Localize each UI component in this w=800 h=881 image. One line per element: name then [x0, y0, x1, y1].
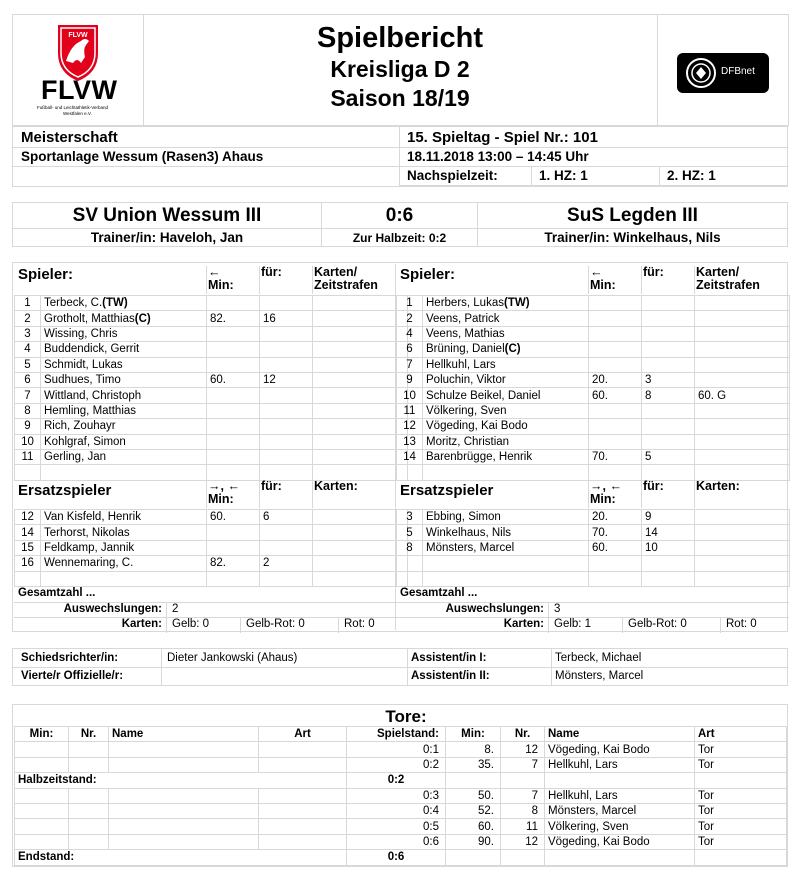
assistant-2-name: Mönsters, Marcel	[555, 670, 644, 682]
player-number: 13	[397, 434, 423, 449]
table-row	[15, 773, 787, 788]
player-name: Wennemaring, C.	[41, 556, 207, 571]
player-name: Grotholt, Matthias(C)	[41, 311, 207, 326]
goal-type: Tor	[695, 742, 787, 757]
table-row	[15, 819, 787, 834]
sub-minute: 60.	[589, 388, 642, 403]
goal-player-name: Vögeding, Kai Bodo	[545, 834, 695, 849]
dfbnet-logo	[677, 53, 769, 93]
player-name: Terhorst, Nikolas	[41, 525, 207, 540]
player-number: 1	[397, 296, 423, 311]
away-substitutions-count: 3	[554, 603, 561, 615]
goal-score: 0:1	[347, 742, 446, 757]
player-role: (C)	[504, 343, 521, 356]
home-sub-cards-heading: Karten:	[314, 479, 358, 493]
player-number: 4	[397, 326, 423, 341]
halftime-score-value: 0:2	[347, 773, 446, 788]
player-name: Rich, Zouhayr	[41, 419, 207, 434]
goal-player-number: 12	[501, 834, 545, 849]
sub-minute: 60.	[207, 372, 260, 387]
lineup-section	[12, 262, 788, 632]
home-yellow-red-count: Gelb-Rot: 0	[246, 618, 305, 630]
player-name: Hellkuhl, Lars	[423, 357, 589, 372]
goal-type: Tor	[695, 757, 787, 772]
home-min-heading: ← Min:	[208, 265, 234, 292]
report-header	[12, 14, 789, 126]
away-sub-min-heading: →, ← Min:	[590, 479, 622, 506]
table-row	[15, 742, 787, 757]
officials	[12, 648, 788, 686]
matchday: 15. Spieltag - Spiel Nr.: 101	[407, 129, 598, 146]
goal-score: 0:4	[347, 803, 446, 818]
sub-minute: 60.	[589, 540, 642, 555]
player-number: 11	[397, 403, 423, 418]
player-number: 9	[397, 372, 423, 387]
league-name: Kreisliga D 2	[330, 56, 470, 82]
player-name: Feldkamp, Jannik	[41, 540, 207, 555]
goal-player-name: Vögeding, Kai Bodo	[545, 742, 695, 757]
svg-text:FLVW: FLVW	[68, 32, 88, 39]
sub-minute: 20.	[589, 372, 642, 387]
away-sub-cards-heading: Karten:	[696, 479, 740, 493]
away-yellow-count: Gelb: 1	[554, 618, 592, 630]
player-number: 7	[397, 357, 423, 372]
goal-player-number: 12	[501, 742, 545, 757]
sub-for: 8	[642, 388, 695, 403]
player-number: 5	[15, 357, 41, 372]
player-name: Brüning, Daniel(C)	[423, 342, 589, 357]
goals-title: Tore:	[385, 707, 427, 726]
sub-minute: 20.	[589, 510, 642, 525]
sub-for: 12	[260, 372, 313, 387]
card-info: 60. G	[695, 388, 790, 403]
goal-player-name: Mönsters, Marcel	[545, 803, 695, 818]
home-substitutions-label: Auswechslungen:	[63, 603, 162, 615]
sub-minute: 82.	[207, 311, 260, 326]
away-subs-heading: Ersatzspieler	[400, 482, 494, 499]
sub-for: 6	[260, 510, 313, 525]
away-cards-heading: Karten/ Zeitstrafen	[696, 265, 760, 292]
goal-player-name: Völkering, Sven	[545, 819, 695, 834]
table-row	[15, 757, 787, 772]
player-name: Kohlgraf, Simon	[41, 434, 207, 449]
player-name: Barenbrügge, Henrik	[423, 449, 589, 464]
sub-for: 3	[642, 372, 695, 387]
final-score: 0:6	[385, 205, 414, 226]
table-row	[15, 834, 787, 849]
goal-minute: 8.	[446, 742, 501, 757]
player-name: Sudhues, Timo	[41, 372, 207, 387]
home-players-heading: Spieler:	[18, 266, 74, 283]
assistant-1-label: Assistent/in I:	[411, 652, 487, 664]
halftime-label: Halbzeitstand:	[15, 773, 347, 788]
goals-min-heading-right: Min:	[446, 727, 501, 742]
player-role: (TW)	[102, 297, 128, 310]
venue: Sportanlage Wessum (Rasen3) Ahaus	[21, 149, 264, 164]
goal-score: 0:3	[347, 788, 446, 803]
player-role: (C)	[134, 312, 151, 325]
sub-for: 16	[260, 311, 313, 326]
home-coach: Trainer/in: Haveloh, Jan	[90, 230, 244, 245]
goals-art-heading-right: Art	[695, 727, 787, 742]
player-number: 15	[15, 540, 41, 555]
final-label: Endstand:	[15, 850, 347, 865]
referee-label: Schiedsrichter/in:	[21, 652, 119, 664]
player-number: 4	[15, 342, 41, 357]
home-team: SV Union Wessum III	[72, 205, 262, 226]
player-name: Schmidt, Lukas	[41, 357, 207, 372]
player-name: Van Kisfeld, Henrik	[41, 510, 207, 525]
away-red-count: Rot: 0	[726, 618, 757, 630]
goal-type: Tor	[695, 803, 787, 818]
goals-nr-heading: Nr.	[69, 727, 109, 742]
player-number: 12	[15, 510, 41, 525]
sub-for: 10	[642, 540, 695, 555]
home-subs-heading: Ersatzspieler	[18, 482, 112, 499]
dfbnet-logo-text: DFBnet	[721, 66, 755, 77]
player-number: 5	[397, 525, 423, 540]
competition: Meisterschaft	[21, 129, 118, 146]
away-for-heading: für:	[643, 265, 664, 279]
goal-minute: 90.	[446, 834, 501, 849]
player-number: 11	[15, 449, 41, 464]
player-number: 9	[15, 419, 41, 434]
away-yellow-red-count: Gelb-Rot: 0	[628, 618, 687, 630]
player-number: 6	[15, 372, 41, 387]
away-players-heading: Spieler:	[400, 266, 456, 283]
player-name: Ebbing, Simon	[423, 510, 589, 525]
player-number: 16	[15, 556, 41, 571]
player-name: Moritz, Christian	[423, 434, 589, 449]
referee-name: Dieter Jankowski (Ahaus)	[167, 652, 298, 664]
sub-minute: 70.	[589, 449, 642, 464]
sub-for: 2	[260, 556, 313, 571]
player-name: Veens, Patrick	[423, 311, 589, 326]
player-name: Terbeck, C.(TW)	[41, 296, 207, 311]
player-number: 12	[397, 419, 423, 434]
flvw-logo	[33, 23, 123, 118]
goal-type: Tor	[695, 834, 787, 849]
goal-player-number: 7	[501, 788, 545, 803]
home-red-count: Rot: 0	[344, 618, 375, 630]
away-substitutions-label: Auswechslungen:	[445, 603, 544, 615]
goal-player-number: 8	[501, 803, 545, 818]
overtime-label: Nachspielzeit:	[407, 168, 498, 183]
goal-player-number: 7	[501, 757, 545, 772]
season: Saison 18/19	[330, 85, 470, 111]
player-number: 2	[397, 311, 423, 326]
player-name: Wittland, Christoph	[41, 388, 207, 403]
player-name: Schulze Beikel, Daniel	[423, 388, 589, 403]
player-name: Vögeding, Kai Bodo	[423, 419, 589, 434]
flvw-logo-subtitle-2: Westfalen e.V.	[63, 111, 92, 116]
player-name: Winkelhaus, Nils	[423, 525, 589, 540]
player-name: Gerling, Jan	[41, 449, 207, 464]
goal-minute: 60.	[446, 819, 501, 834]
goal-type: Tor	[695, 819, 787, 834]
home-sub-min-heading: →, ← Min:	[208, 479, 240, 506]
goal-player-name: Hellkuhl, Lars	[545, 757, 695, 772]
sub-for: 9	[642, 510, 695, 525]
away-sub-for-heading: für:	[643, 479, 664, 493]
table-row	[15, 803, 787, 818]
home-yellow-count: Gelb: 0	[172, 618, 210, 630]
player-number: 3	[15, 326, 41, 341]
flvw-logo-subtitle: Fußball- und Leichtathletik-Verband	[37, 105, 109, 110]
player-name: Mönsters, Marcel	[423, 540, 589, 555]
goal-minute: 35.	[446, 757, 501, 772]
table-row	[15, 788, 787, 803]
player-number: 10	[15, 434, 41, 449]
match-info	[12, 126, 788, 187]
goal-player-number: 11	[501, 819, 545, 834]
sub-for: 5	[642, 449, 695, 464]
home-cards-label: Karten:	[121, 618, 162, 630]
match-datetime: 18.11.2018 13:00 – 14:45 Uhr	[407, 149, 589, 164]
page-title: Spielbericht	[317, 22, 483, 54]
player-number: 14	[15, 525, 41, 540]
home-for-heading: für:	[261, 265, 282, 279]
goals-grid	[14, 726, 787, 866]
sub-minute: 82.	[207, 556, 260, 571]
sub-for: 14	[642, 525, 695, 540]
flvw-crest-icon	[33, 23, 123, 83]
player-role: (TW)	[503, 297, 530, 310]
goal-score: 0:6	[347, 834, 446, 849]
player-name: Völkering, Sven	[423, 403, 589, 418]
player-number: 6	[397, 342, 423, 357]
player-name: Poluchin, Viktor	[423, 372, 589, 387]
player-number: 8	[397, 540, 423, 555]
dfb-emblem-icon	[683, 53, 723, 93]
teams-score	[12, 202, 788, 247]
flvw-logo-text: FLVW	[41, 75, 118, 105]
home-substitutions-count: 2	[172, 603, 179, 615]
goals-name-heading: Name	[109, 727, 259, 742]
goal-player-name: Hellkuhl, Lars	[545, 788, 695, 803]
home-sub-for-heading: für:	[261, 479, 282, 493]
player-name: Wissing, Chris	[41, 326, 207, 341]
goals-header-row	[15, 727, 787, 742]
assistant-2-label: Assistent/in II:	[411, 670, 490, 682]
goals-min-heading: Min:	[15, 727, 69, 742]
player-number: 2	[15, 311, 41, 326]
halftime-score: Zur Halbzeit: 0:2	[352, 231, 447, 245]
player-name: Veens, Mathias	[423, 326, 589, 341]
goal-score: 0:2	[347, 757, 446, 772]
goals-nr-heading-right: Nr.	[501, 727, 545, 742]
goal-minute: 52.	[446, 803, 501, 818]
goal-minute: 50.	[446, 788, 501, 803]
player-number: 8	[15, 403, 41, 418]
overtime-first-half: 1. HZ: 1	[539, 168, 588, 183]
player-name: Herbers, Lukas(TW)	[423, 296, 589, 311]
away-coach: Trainer/in: Winkelhaus, Nils	[544, 230, 721, 245]
goals-score-heading: Spielstand:	[347, 727, 446, 742]
goals-name-heading-right: Name	[545, 727, 695, 742]
home-totals-heading: Gesamtzahl ...	[18, 587, 96, 599]
player-name: Buddendick, Gerrit	[41, 342, 207, 357]
player-number: 10	[397, 388, 423, 403]
player-number: 7	[15, 388, 41, 403]
goal-type: Tor	[695, 788, 787, 803]
player-number: 1	[15, 296, 41, 311]
away-cards-label: Karten:	[503, 618, 544, 630]
away-min-heading: ← Min:	[590, 265, 616, 292]
goal-score: 0:5	[347, 819, 446, 834]
sub-minute: 60.	[207, 510, 260, 525]
home-cards-heading: Karten/ Zeitstrafen	[314, 265, 378, 292]
away-totals-heading: Gesamtzahl ...	[400, 587, 478, 599]
final-score-value: 0:6	[347, 850, 446, 865]
fourth-official-label: Vierte/r Offizielle/r:	[21, 670, 124, 682]
away-team: SuS Legden III	[567, 205, 698, 226]
goals-art-heading: Art	[259, 727, 347, 742]
sub-minute: 70.	[589, 525, 642, 540]
assistant-1-name: Terbeck, Michael	[555, 652, 642, 664]
overtime-second-half: 2. HZ: 1	[667, 168, 716, 183]
table-row	[15, 850, 787, 865]
player-name: Hemling, Matthias	[41, 403, 207, 418]
player-number: 3	[397, 510, 423, 525]
player-number: 14	[397, 449, 423, 464]
